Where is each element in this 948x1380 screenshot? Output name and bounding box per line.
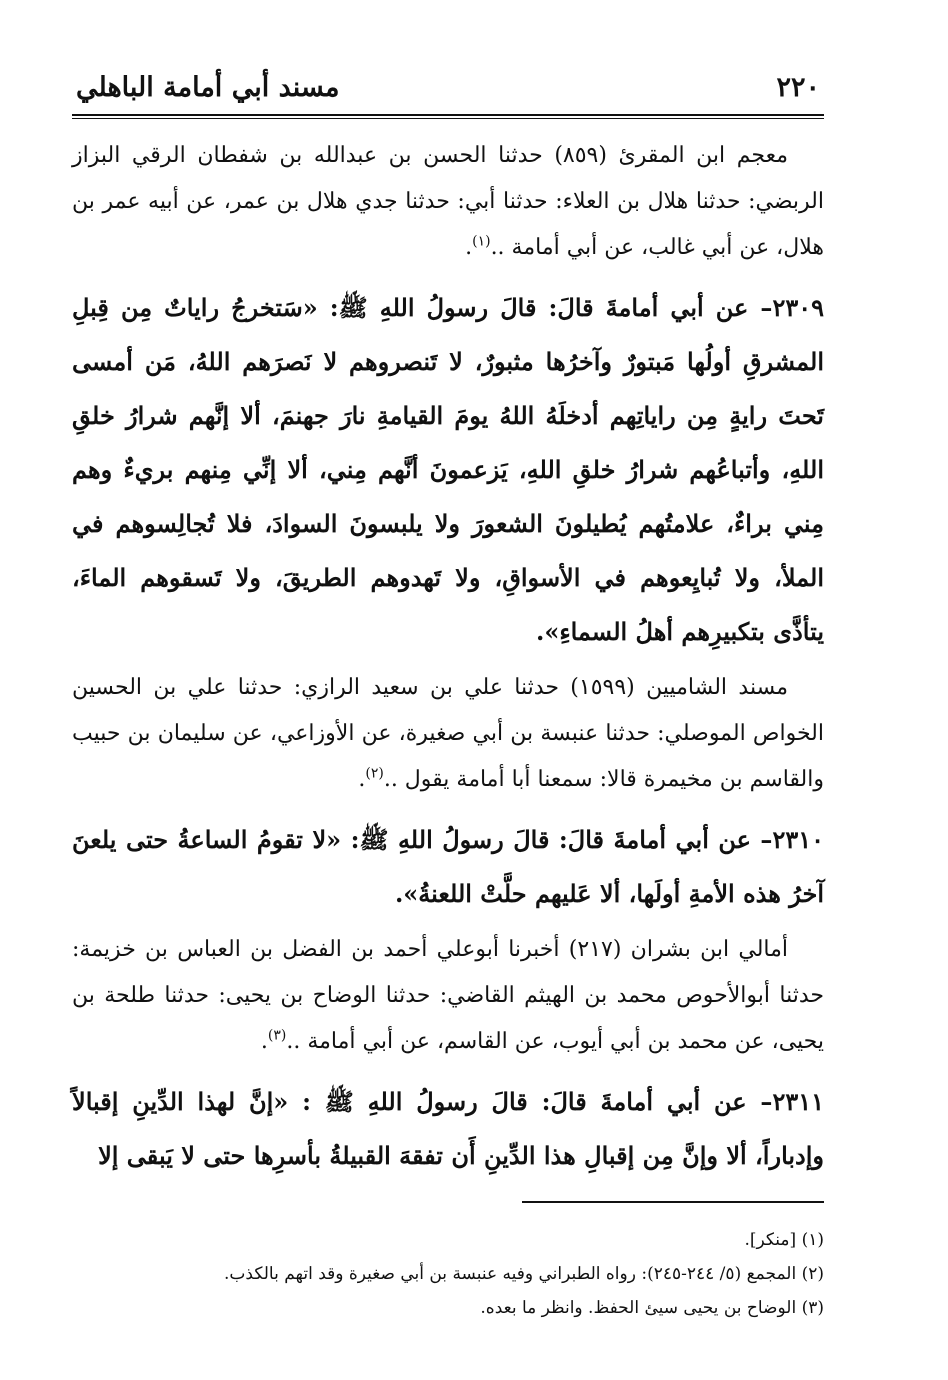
hadith-text: ٢٣١٠– عن أبي أمامةَ قالَ: قالَ رسولُ اللهِ ﷺ: «لا تقومُ الساعةُ حتى يلعنَ آخرُ هذه الأمةِ أولَها، ألا عَليهم حلَّتْ اللعنةُ». <box>72 825 824 908</box>
footnote: (١) [منكر]. <box>744 1230 824 1250</box>
hadith-number: ٢٣١١ <box>772 1087 824 1116</box>
book-page <box>72 68 824 1325</box>
footnote-marker: (٢) <box>365 765 384 782</box>
source-citation: أمالي ابن بشران (٢١٧) أخبرنا أبوعلي أحمد بن الفضل بن العباس بن خزيمة: حدثنا أبوالأحوص محمد بن الهيثم القاضي: حدثنا الوضاح بن يحيى: حدثنا طلحة بن يحيى، عن محمد بن أبي أيوب، عن القاسم، عن أبي أمامة ..$^{(٣)}$. <box>72 937 824 1054</box>
hadith-number: ٢٣١٠ <box>772 825 824 854</box>
page-number: ٢٢٠ <box>776 72 820 103</box>
header-rule <box>72 114 824 119</box>
footnote-marker: (١) <box>472 233 491 250</box>
footnote-marker: (٣) <box>267 1027 287 1044</box>
footnote: (٢) المجمع (٥/ ٢٤٤-٢٤٥): رواه الطبراني وفيه عنبسة بن أبي صغيرة وقد اتهم بالكذب. <box>224 1264 824 1284</box>
running-header <box>72 68 824 114</box>
source-citation: معجم ابن المقرئ (٨٥٩) حدثنا الحسن بن عبدالله بن شفطان الرقي البزاز الربضي: حدثنا هلال بن العلاء: حدثنا أبي: حدثنا جدي هلال بن عمر، عن أبيه عمر بن هلال، عن أبي غالب، عن أبي أمامة ..$^{(١)}$. <box>72 143 824 260</box>
footnote-separator <box>522 1201 824 1203</box>
running-title: مسند أبي أمامة الباهلي <box>76 72 340 103</box>
hadith-text: ٢٣٠٩– عن أبي أمامةَ قالَ: قالَ رسولُ اللهِ ﷺ: «سَتخرجُ راياتٌ مِن قِبلِ المشرقِ أولُها مَبتورٌ وآخرُها مثبورٌ، لا تَنصروهم لا نَصرَهم اللهُ، مَن أمسى تَحتَ رايةٍ مِن راياتِهم أدخلَهُ اللهُ يومَ القيامةِ نارَ جهنمَ، ألا إنَّهم شرارُ خلقِ اللهِ، وأتباعُهم شرارُ خلقِ اللهِ، يَزعمونَ أنَّهم مِني، ألا إنِّي مِنهم بريءٌ وهم مِني براءٌ، علامتُهم يُطيلونَ الشعورَ ولا يلبسونَ السوادَ، فلا تُجالِسوهم في الملأ، ولا تُبايِعوهم في الأسواقِ، ولا تَهدوهم الطريقَ، ولا تَسقوهم الماءَ، يتأذَّى بتكبيرِهم أهلُ السماءِ». <box>72 293 824 646</box>
source-citation: مسند الشاميين (١٥٩٩) حدثنا علي بن سعيد الرازي: حدثنا علي بن الحسين الخواص الموصلي: حدثنا عنبسة بن أبي صغيرة، عن الأوزاعي، عن سليمان بن حبيب والقاسم بن مخيمرة قالا: سمعنا أبا أمامة يقول ..$^{(٢)}$. <box>72 675 824 792</box>
hadith-text: ٢٣١١– عن أبي أمامةَ قالَ: قالَ رسولُ اللهِ ﷺ : «إنَّ لهذا الدِّينِ إقبالاً وإدباراً، ألا وإنَّ مِن إقبالِ هذا الدِّينِ أَن تفقهَ القبيلةُ بأسرِها حتى لا يَبقى إلا <box>72 1087 824 1170</box>
hadith-number: ٢٣٠٩ <box>772 293 824 322</box>
footnotes <box>72 1223 824 1325</box>
footnote: (٣) الوضاح بن يحيى سيئ الحفظ. وانظر ما بعده. <box>480 1298 824 1318</box>
